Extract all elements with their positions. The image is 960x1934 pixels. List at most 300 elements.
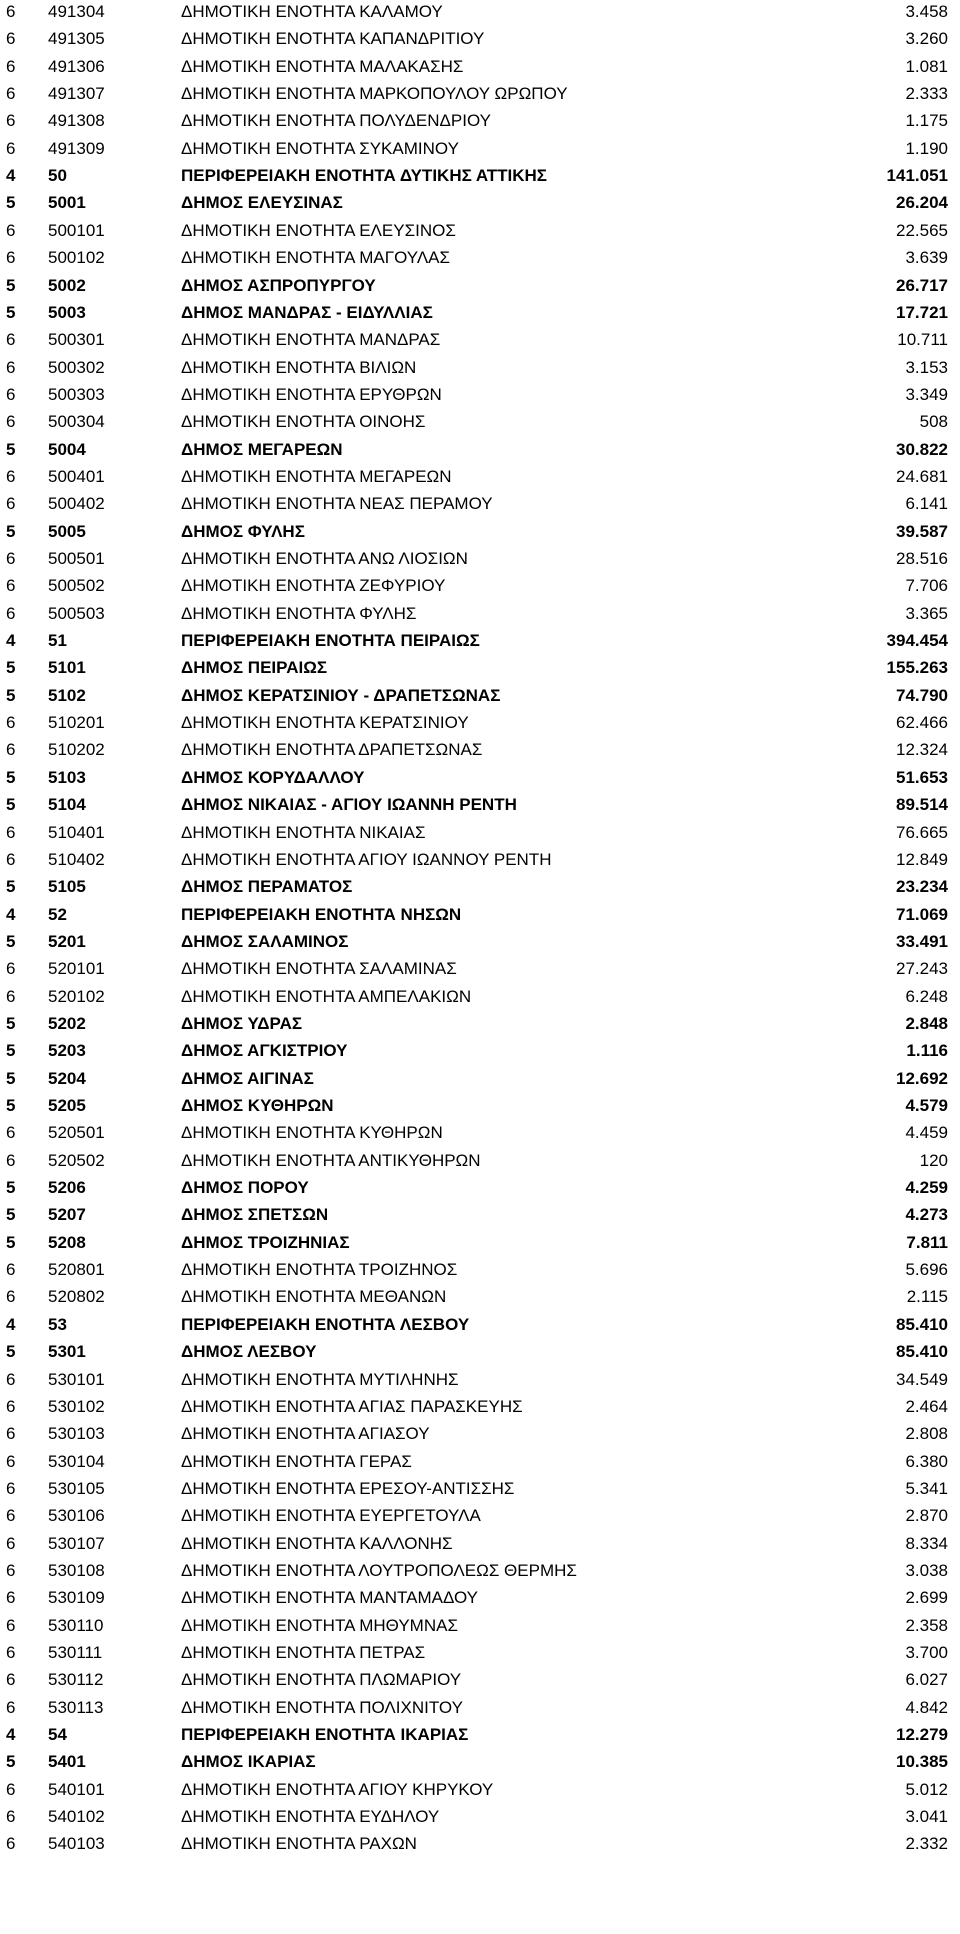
row-code: 5005 — [48, 522, 86, 541]
row-name: ΔΗΜΟΣ ΜΕΓΑΡΕΩΝ — [181, 440, 343, 459]
row-population: 3.041 — [905, 1807, 948, 1826]
row-name: ΔΗΜΟΤΙΚΗ ΕΝΟΤΗΤΑ ΦΥΛΗΣ — [181, 604, 417, 623]
row-level: 6 — [6, 467, 16, 486]
row-population: 5.341 — [905, 1479, 948, 1498]
table-row — [0, 1422, 960, 1446]
row-level: 5 — [6, 1342, 16, 1361]
table-row — [0, 1039, 960, 1063]
row-level: 6 — [6, 1287, 16, 1306]
row-name: ΔΗΜΟΣ ΣΠΕΤΣΩΝ — [181, 1205, 329, 1224]
row-level: 5 — [6, 1205, 16, 1224]
row-code: 530108 — [48, 1561, 105, 1580]
row-code: 500301 — [48, 330, 105, 349]
table-row — [0, 1750, 960, 1774]
row-name: ΔΗΜΟΤΙΚΗ ΕΝΟΤΗΤΑ ΜΑΝΤΑΜΑΔΟΥ — [181, 1588, 478, 1607]
table-row — [0, 629, 960, 653]
row-population: 6.248 — [905, 987, 948, 1006]
row-population: 2.870 — [905, 1506, 948, 1525]
table-row — [0, 137, 960, 161]
row-population: 27.243 — [896, 959, 948, 978]
row-level: 5 — [6, 932, 16, 951]
table-row — [0, 520, 960, 544]
row-code: 500102 — [48, 248, 105, 267]
row-name: ΔΗΜΟΤΙΚΗ ΕΝΟΤΗΤΑ ΑΓΙΑΣΟΥ — [181, 1424, 430, 1443]
row-level: 6 — [6, 1834, 16, 1853]
row-level: 6 — [6, 1123, 16, 1142]
row-level: 6 — [6, 1534, 16, 1553]
row-level: 5 — [6, 795, 16, 814]
row-code: 510401 — [48, 823, 105, 842]
row-population: 5.696 — [905, 1260, 948, 1279]
table-row — [0, 1340, 960, 1364]
row-name: ΔΗΜΟΤΙΚΗ ΕΝΟΤΗΤΑ ΔΡΑΠΕΤΣΩΝΑΣ — [181, 740, 483, 759]
row-code: 491306 — [48, 57, 105, 76]
row-name: ΠΕΡΙΦΕΡΕΙΑΚΗ ΕΝΟΤΗΤΑ ΛΕΣΒΟΥ — [181, 1315, 470, 1334]
row-name: ΔΗΜΟΣ ΦΥΛΗΣ — [181, 522, 305, 541]
row-population: 141.051 — [886, 166, 948, 185]
row-population: 8.334 — [905, 1534, 948, 1553]
row-name: ΔΗΜΟΣ ΙΚΑΡΙΑΣ — [181, 1752, 316, 1771]
row-level: 4 — [6, 631, 16, 650]
row-code: 5001 — [48, 193, 86, 212]
table-row — [0, 328, 960, 352]
row-code: 491309 — [48, 139, 105, 158]
row-name: ΔΗΜΟΣ ΚΕΡΑΤΣΙΝΙΟΥ - ΔΡΑΠΕΤΣΩΝΑΣ — [181, 686, 501, 705]
row-population: 76.665 — [896, 823, 948, 842]
row-name: ΔΗΜΟΤΙΚΗ ΕΝΟΤΗΤΑ ΒΙΛΙΩΝ — [181, 358, 417, 377]
row-population: 4.273 — [905, 1205, 948, 1224]
row-name: ΔΗΜΟΤΙΚΗ ΕΝΟΤΗΤΑ ΣΑΛΑΜΙΝΑΣ — [181, 959, 457, 978]
row-population: 39.587 — [896, 522, 948, 541]
table-row — [0, 356, 960, 380]
row-name: ΔΗΜΟΣ ΠΕΙΡΑΙΩΣ — [181, 658, 328, 677]
table-row — [0, 82, 960, 106]
row-code: 500502 — [48, 576, 105, 595]
row-name: ΔΗΜΟΤΙΚΗ ΕΝΟΤΗΤΑ ΑΓΙΟΥ ΚΗΡΥΚΟΥ — [181, 1780, 494, 1799]
table-row — [0, 1258, 960, 1282]
row-level: 6 — [6, 1452, 16, 1471]
table-row — [0, 1450, 960, 1474]
row-population: 85.410 — [896, 1342, 948, 1361]
row-population: 2.848 — [905, 1014, 948, 1033]
row-level: 5 — [6, 686, 16, 705]
table-row — [0, 848, 960, 872]
row-code: 500302 — [48, 358, 105, 377]
row-population: 71.069 — [896, 905, 948, 924]
row-name: ΔΗΜΟΣ ΕΛΕΥΣΙΝΑΣ — [181, 193, 343, 212]
row-name: ΔΗΜΟΣ ΑΓΚΙΣΤΡΙΟΥ — [181, 1041, 348, 1060]
table-row — [0, 55, 960, 79]
row-population: 26.204 — [896, 193, 948, 212]
row-code: 530104 — [48, 1452, 105, 1471]
row-population: 4.259 — [905, 1178, 948, 1197]
row-level: 5 — [6, 1096, 16, 1115]
row-code: 5101 — [48, 658, 86, 677]
table-row — [0, 0, 960, 24]
row-code: 491305 — [48, 29, 105, 48]
table-row — [0, 684, 960, 708]
row-name: ΔΗΜΟΣ ΥΔΡΑΣ — [181, 1014, 303, 1033]
row-level: 6 — [6, 1260, 16, 1279]
row-code: 5103 — [48, 768, 86, 787]
table-row — [0, 1121, 960, 1145]
row-level: 6 — [6, 1588, 16, 1607]
table-row — [0, 711, 960, 735]
row-name: ΔΗΜΟΤΙΚΗ ΕΝΟΤΗΤΑ ΠΟΛΙΧΝΙΤΟΥ — [181, 1698, 463, 1717]
row-level: 5 — [6, 1752, 16, 1771]
table-row — [0, 1586, 960, 1610]
row-population: 3.153 — [905, 358, 948, 377]
row-level: 6 — [6, 1780, 16, 1799]
row-name: ΔΗΜΟΤΙΚΗ ΕΝΟΤΗΤΑ ΕΡΕΣΟΥ-ΑΝΤΙΣΣΗΣ — [181, 1479, 515, 1498]
row-population: 33.491 — [896, 932, 948, 951]
row-level: 6 — [6, 987, 16, 1006]
table-row — [0, 1395, 960, 1419]
row-level: 6 — [6, 713, 16, 732]
row-code: 500401 — [48, 467, 105, 486]
row-name: ΔΗΜΟΤΙΚΗ ΕΝΟΤΗΤΑ ΡΑΧΩΝ — [181, 1834, 417, 1853]
row-name: ΔΗΜΟΤΙΚΗ ΕΝΟΤΗΤΑ ΕΥΔΗΛΟΥ — [181, 1807, 440, 1826]
row-name: ΔΗΜΟΤΙΚΗ ΕΝΟΤΗΤΑ ΕΥΕΡΓΕΤΟΥΛΑ — [181, 1506, 481, 1525]
row-level: 6 — [6, 2, 16, 21]
row-name: ΔΗΜΟΣ ΠΟΡΟΥ — [181, 1178, 309, 1197]
table-row — [0, 1559, 960, 1583]
row-code: 530102 — [48, 1397, 105, 1416]
row-code: 52 — [48, 905, 67, 924]
row-code: 520502 — [48, 1151, 105, 1170]
row-population: 12.692 — [896, 1069, 948, 1088]
row-name: ΔΗΜΟΤΙΚΗ ΕΝΟΤΗΤΑ ΑΓΙΟΥ ΙΩΑΝΝΟΥ ΡΕΝΤΗ — [181, 850, 552, 869]
row-level: 6 — [6, 385, 16, 404]
row-code: 5206 — [48, 1178, 86, 1197]
row-population: 26.717 — [896, 276, 948, 295]
row-population: 2.464 — [905, 1397, 948, 1416]
row-level: 6 — [6, 823, 16, 842]
row-population: 2.808 — [905, 1424, 948, 1443]
row-level: 6 — [6, 1397, 16, 1416]
row-code: 520802 — [48, 1287, 105, 1306]
row-population: 3.349 — [905, 385, 948, 404]
row-code: 5207 — [48, 1205, 86, 1224]
row-population: 2.333 — [905, 84, 948, 103]
table-row — [0, 301, 960, 325]
row-code: 5105 — [48, 877, 86, 896]
row-population: 5.012 — [905, 1780, 948, 1799]
row-name: ΔΗΜΟΣ ΛΕΣΒΟΥ — [181, 1342, 317, 1361]
row-population: 508 — [919, 412, 948, 431]
row-level: 4 — [6, 1315, 16, 1334]
row-population: 22.565 — [896, 221, 948, 240]
row-code: 540103 — [48, 1834, 105, 1853]
table-row — [0, 274, 960, 298]
row-code: 491307 — [48, 84, 105, 103]
row-name: ΠΕΡΙΦΕΡΕΙΑΚΗ ΕΝΟΤΗΤΑ ΝΗΣΩΝ — [181, 905, 462, 924]
row-name: ΔΗΜΟΣ ΚΟΡΥΔΑΛΛΟΥ — [181, 768, 365, 787]
table-row — [0, 164, 960, 188]
row-population: 7.706 — [905, 576, 948, 595]
table-row — [0, 1313, 960, 1337]
row-population: 17.721 — [896, 303, 948, 322]
row-code: 5201 — [48, 932, 86, 951]
row-level: 6 — [6, 1807, 16, 1826]
row-code: 530109 — [48, 1588, 105, 1607]
table-row — [0, 191, 960, 215]
row-level: 6 — [6, 358, 16, 377]
row-population: 4.842 — [905, 1698, 948, 1717]
row-name: ΔΗΜΟΤΙΚΗ ΕΝΟΤΗΤΑ ΑΜΠΕΛΑΚΙΩΝ — [181, 987, 472, 1006]
row-code: 530110 — [48, 1616, 104, 1635]
row-level: 5 — [6, 303, 16, 322]
row-level: 6 — [6, 959, 16, 978]
row-population: 3.700 — [905, 1643, 948, 1662]
row-level: 5 — [6, 276, 16, 295]
row-name: ΔΗΜΟΣ ΣΑΛΑΜΙΝΟΣ — [181, 932, 349, 951]
row-level: 6 — [6, 412, 16, 431]
row-code: 510202 — [48, 740, 105, 759]
row-name: ΔΗΜΟΣ ΜΑΝΔΡΑΣ - ΕΙΔΥΛΛΙΑΣ — [181, 303, 433, 322]
row-code: 530106 — [48, 1506, 105, 1525]
row-population: 62.466 — [896, 713, 948, 732]
row-name: ΔΗΜΟΤΙΚΗ ΕΝΟΤΗΤΑ ΚΑΠΑΝΔΡΙΤΙΟΥ — [181, 29, 485, 48]
table-row — [0, 1778, 960, 1802]
table-row — [0, 1067, 960, 1091]
table-row — [0, 1203, 960, 1227]
row-code: 5301 — [48, 1342, 86, 1361]
table-row — [0, 1012, 960, 1036]
row-name: ΔΗΜΟΤΙΚΗ ΕΝΟΤΗΤΑ ΕΡΥΘΡΩΝ — [181, 385, 442, 404]
row-name: ΔΗΜΟΤΙΚΗ ΕΝΟΤΗΤΑ ΓΕΡΑΣ — [181, 1452, 412, 1471]
row-population: 1.081 — [905, 57, 948, 76]
row-population: 394.454 — [886, 631, 948, 650]
row-level: 6 — [6, 604, 16, 623]
row-level: 5 — [6, 1014, 16, 1033]
row-code: 530111 — [48, 1643, 103, 1662]
row-population: 3.458 — [905, 2, 948, 21]
row-population: 12.849 — [896, 850, 948, 869]
table-row — [0, 1285, 960, 1309]
row-population: 3.038 — [905, 1561, 948, 1580]
row-code: 530103 — [48, 1424, 105, 1443]
row-population: 3.639 — [905, 248, 948, 267]
row-level: 6 — [6, 1479, 16, 1498]
row-level: 6 — [6, 330, 16, 349]
row-code: 520501 — [48, 1123, 105, 1142]
row-population: 3.260 — [905, 29, 948, 48]
row-name: ΔΗΜΟΤΙΚΗ ΕΝΟΤΗΤΑ ΜΗΘΥΜΝΑΣ — [181, 1616, 458, 1635]
row-name: ΔΗΜΟΤΙΚΗ ΕΝΟΤΗΤΑ ΜΑΛΑΚΑΣΗΣ — [181, 57, 464, 76]
row-code: 491308 — [48, 111, 105, 130]
row-code: 500501 — [48, 549, 105, 568]
row-code: 500304 — [48, 412, 105, 431]
table-row — [0, 492, 960, 516]
row-level: 6 — [6, 1506, 16, 1525]
row-code: 5102 — [48, 686, 86, 705]
table-row — [0, 875, 960, 899]
row-level: 5 — [6, 877, 16, 896]
row-population: 2.332 — [905, 1834, 948, 1853]
table-row — [0, 1477, 960, 1501]
row-code: 520101 — [48, 959, 105, 978]
row-name: ΔΗΜΟΤΙΚΗ ΕΝΟΤΗΤΑ ΝΙΚΑΙΑΣ — [181, 823, 426, 842]
table-row — [0, 985, 960, 1009]
row-name: ΔΗΜΟΤΙΚΗ ΕΝΟΤΗΤΑ ΚΑΛΑΜΟΥ — [181, 2, 443, 21]
table-row — [0, 766, 960, 790]
row-code: 510201 — [48, 713, 105, 732]
table-row — [0, 1149, 960, 1173]
row-level: 6 — [6, 1643, 16, 1662]
row-level: 5 — [6, 193, 16, 212]
row-code: 51 — [48, 631, 67, 650]
table-row — [0, 738, 960, 762]
row-population: 23.234 — [896, 877, 948, 896]
row-name: ΔΗΜΟΤΙΚΗ ΕΝΟΤΗΤΑ ΝΕΑΣ ΠΕΡΑΜΟΥ — [181, 494, 493, 513]
row-name: ΔΗΜΟΣ ΑΣΠΡΟΠΥΡΓΟΥ — [181, 276, 376, 295]
table-row — [0, 547, 960, 571]
row-code: 500101 — [48, 221, 105, 240]
table-row — [0, 383, 960, 407]
row-code: 5202 — [48, 1014, 86, 1033]
row-name: ΔΗΜΟΤΙΚΗ ΕΝΟΤΗΤΑ ΑΝΤΙΚΥΘΗΡΩΝ — [181, 1151, 481, 1170]
row-name: ΔΗΜΟΤΙΚΗ ΕΝΟΤΗΤΑ ΜΑΡΚΟΠΟΥΛΟΥ ΩΡΩΠΟΥ — [181, 84, 568, 103]
row-level: 6 — [6, 29, 16, 48]
row-level: 6 — [6, 576, 16, 595]
row-name: ΠΕΡΙΦΕΡΕΙΑΚΗ ΕΝΟΤΗΤΑ ΠΕΙΡΑΙΩΣ — [181, 631, 480, 650]
row-name: ΔΗΜΟΣ ΤΡΟΙΖΗΝΙΑΣ — [181, 1233, 350, 1252]
table-row — [0, 1532, 960, 1556]
row-level: 4 — [6, 1725, 16, 1744]
row-name: ΔΗΜΟΤΙΚΗ ΕΝΟΤΗΤΑ ΜΕΓΑΡΕΩΝ — [181, 467, 452, 486]
row-population: 1.175 — [905, 111, 948, 130]
row-population: 2.699 — [905, 1588, 948, 1607]
row-population: 7.811 — [906, 1233, 948, 1252]
table-row — [0, 903, 960, 927]
row-level: 6 — [6, 1561, 16, 1580]
row-code: 53 — [48, 1315, 67, 1334]
table-row — [0, 1094, 960, 1118]
row-population: 10.711 — [897, 330, 948, 349]
row-code: 5208 — [48, 1233, 86, 1252]
row-level: 6 — [6, 1370, 16, 1389]
row-name: ΠΕΡΙΦΕΡΕΙΑΚΗ ΕΝΟΤΗΤΑ ΙΚΑΡΙΑΣ — [181, 1725, 469, 1744]
row-code: 500402 — [48, 494, 105, 513]
row-population: 30.822 — [896, 440, 948, 459]
table-row — [0, 1668, 960, 1692]
row-level: 6 — [6, 740, 16, 759]
row-code: 5104 — [48, 795, 86, 814]
row-level: 5 — [6, 1041, 16, 1060]
row-level: 6 — [6, 1151, 16, 1170]
row-name: ΔΗΜΟΤΙΚΗ ΕΝΟΤΗΤΑ ΚΥΘΗΡΩΝ — [181, 1123, 443, 1142]
table-row — [0, 930, 960, 954]
row-level: 6 — [6, 84, 16, 103]
row-code: 54 — [48, 1725, 67, 1744]
row-population: 120 — [919, 1151, 948, 1170]
row-code: 510402 — [48, 850, 105, 869]
table-row — [0, 1696, 960, 1720]
row-level: 6 — [6, 139, 16, 158]
table-row — [0, 246, 960, 270]
row-level: 4 — [6, 166, 16, 185]
row-level: 6 — [6, 1616, 16, 1635]
row-code: 5205 — [48, 1096, 86, 1115]
row-population: 1.190 — [905, 139, 948, 158]
table-row — [0, 1614, 960, 1638]
table-row — [0, 410, 960, 434]
row-name: ΔΗΜΟΤΙΚΗ ΕΝΟΤΗΤΑ ΛΟΥΤΡΟΠΟΛΕΩΣ ΘΕΡΜΗΣ — [181, 1561, 577, 1580]
row-name: ΔΗΜΟΣ ΑΙΓΙΝΑΣ — [181, 1069, 314, 1088]
row-level: 6 — [6, 549, 16, 568]
row-level: 5 — [6, 768, 16, 787]
row-name: ΔΗΜΟΣ ΝΙΚΑΙΑΣ - ΑΓΙΟΥ ΙΩΑΝΝΗ ΡΕΝΤΗ — [181, 795, 517, 814]
row-name: ΔΗΜΟΣ ΚΥΘΗΡΩΝ — [181, 1096, 334, 1115]
row-population: 6.380 — [905, 1452, 948, 1471]
row-name: ΔΗΜΟΤΙΚΗ ΕΝΟΤΗΤΑ ΜΕΘΑΝΩΝ — [181, 1287, 447, 1306]
row-level: 6 — [6, 850, 16, 869]
row-population: 2.115 — [906, 1287, 948, 1306]
row-code: 540102 — [48, 1807, 105, 1826]
row-population: 12.324 — [896, 740, 948, 759]
row-population: 1.116 — [906, 1041, 948, 1060]
row-name: ΔΗΜΟΤΙΚΗ ΕΝΟΤΗΤΑ ΠΟΛΥΔΕΝΔΡΙΟΥ — [181, 111, 491, 130]
row-population: 74.790 — [896, 686, 948, 705]
table-row — [0, 656, 960, 680]
row-population: 2.358 — [905, 1616, 948, 1635]
row-code: 530113 — [48, 1698, 104, 1717]
row-code: 5002 — [48, 276, 86, 295]
row-name: ΔΗΜΟΤΙΚΗ ΕΝΟΤΗΤΑ ΖΕΦΥΡΙΟΥ — [181, 576, 446, 595]
row-code: 500303 — [48, 385, 105, 404]
row-level: 6 — [6, 111, 16, 130]
row-level: 5 — [6, 1233, 16, 1252]
row-code: 520801 — [48, 1260, 105, 1279]
row-name: ΔΗΜΟΤΙΚΗ ΕΝΟΤΗΤΑ ΠΛΩΜΑΡΙΟΥ — [181, 1670, 462, 1689]
row-level: 6 — [6, 1424, 16, 1443]
row-name: ΔΗΜΟΤΙΚΗ ΕΝΟΤΗΤΑ ΚΕΡΑΤΣΙΝΙΟΥ — [181, 713, 469, 732]
row-level: 4 — [6, 905, 16, 924]
row-level: 5 — [6, 1069, 16, 1088]
row-code: 540101 — [48, 1780, 105, 1799]
table-row — [0, 1368, 960, 1392]
row-code: 500503 — [48, 604, 105, 623]
row-level: 6 — [6, 1698, 16, 1717]
table-row — [0, 957, 960, 981]
table-row — [0, 1832, 960, 1856]
table-row — [0, 1641, 960, 1665]
table-row — [0, 602, 960, 626]
row-name: ΔΗΜΟΤΙΚΗ ΕΝΟΤΗΤΑ ΕΛΕΥΣΙΝΟΣ — [181, 221, 456, 240]
row-name: ΔΗΜΟΣ ΠΕΡΑΜΑΤΟΣ — [181, 877, 353, 896]
row-name: ΔΗΜΟΤΙΚΗ ΕΝΟΤΗΤΑ ΜΑΝΔΡΑΣ — [181, 330, 441, 349]
row-level: 6 — [6, 494, 16, 513]
row-name: ΔΗΜΟΤΙΚΗ ΕΝΟΤΗΤΑ ΣΥΚΑΜΙΝΟΥ — [181, 139, 459, 158]
row-level: 5 — [6, 658, 16, 677]
row-population: 89.514 — [896, 795, 948, 814]
row-code: 491304 — [48, 2, 105, 21]
row-level: 6 — [6, 1670, 16, 1689]
row-code: 5204 — [48, 1069, 86, 1088]
row-population: 12.279 — [896, 1725, 948, 1744]
row-population: 51.653 — [896, 768, 948, 787]
row-population: 34.549 — [896, 1370, 948, 1389]
row-name: ΔΗΜΟΤΙΚΗ ΕΝΟΤΗΤΑ ΑΝΩ ΛΙΟΣΙΩΝ — [181, 549, 468, 568]
table-row — [0, 109, 960, 133]
row-population: 24.681 — [896, 467, 948, 486]
row-code: 5401 — [48, 1752, 86, 1771]
row-population: 155.263 — [886, 658, 948, 677]
table-row — [0, 27, 960, 51]
row-population: 28.516 — [896, 549, 948, 568]
row-name: ΔΗΜΟΤΙΚΗ ΕΝΟΤΗΤΑ ΑΓΙΑΣ ΠΑΡΑΣΚΕΥΗΣ — [181, 1397, 523, 1416]
